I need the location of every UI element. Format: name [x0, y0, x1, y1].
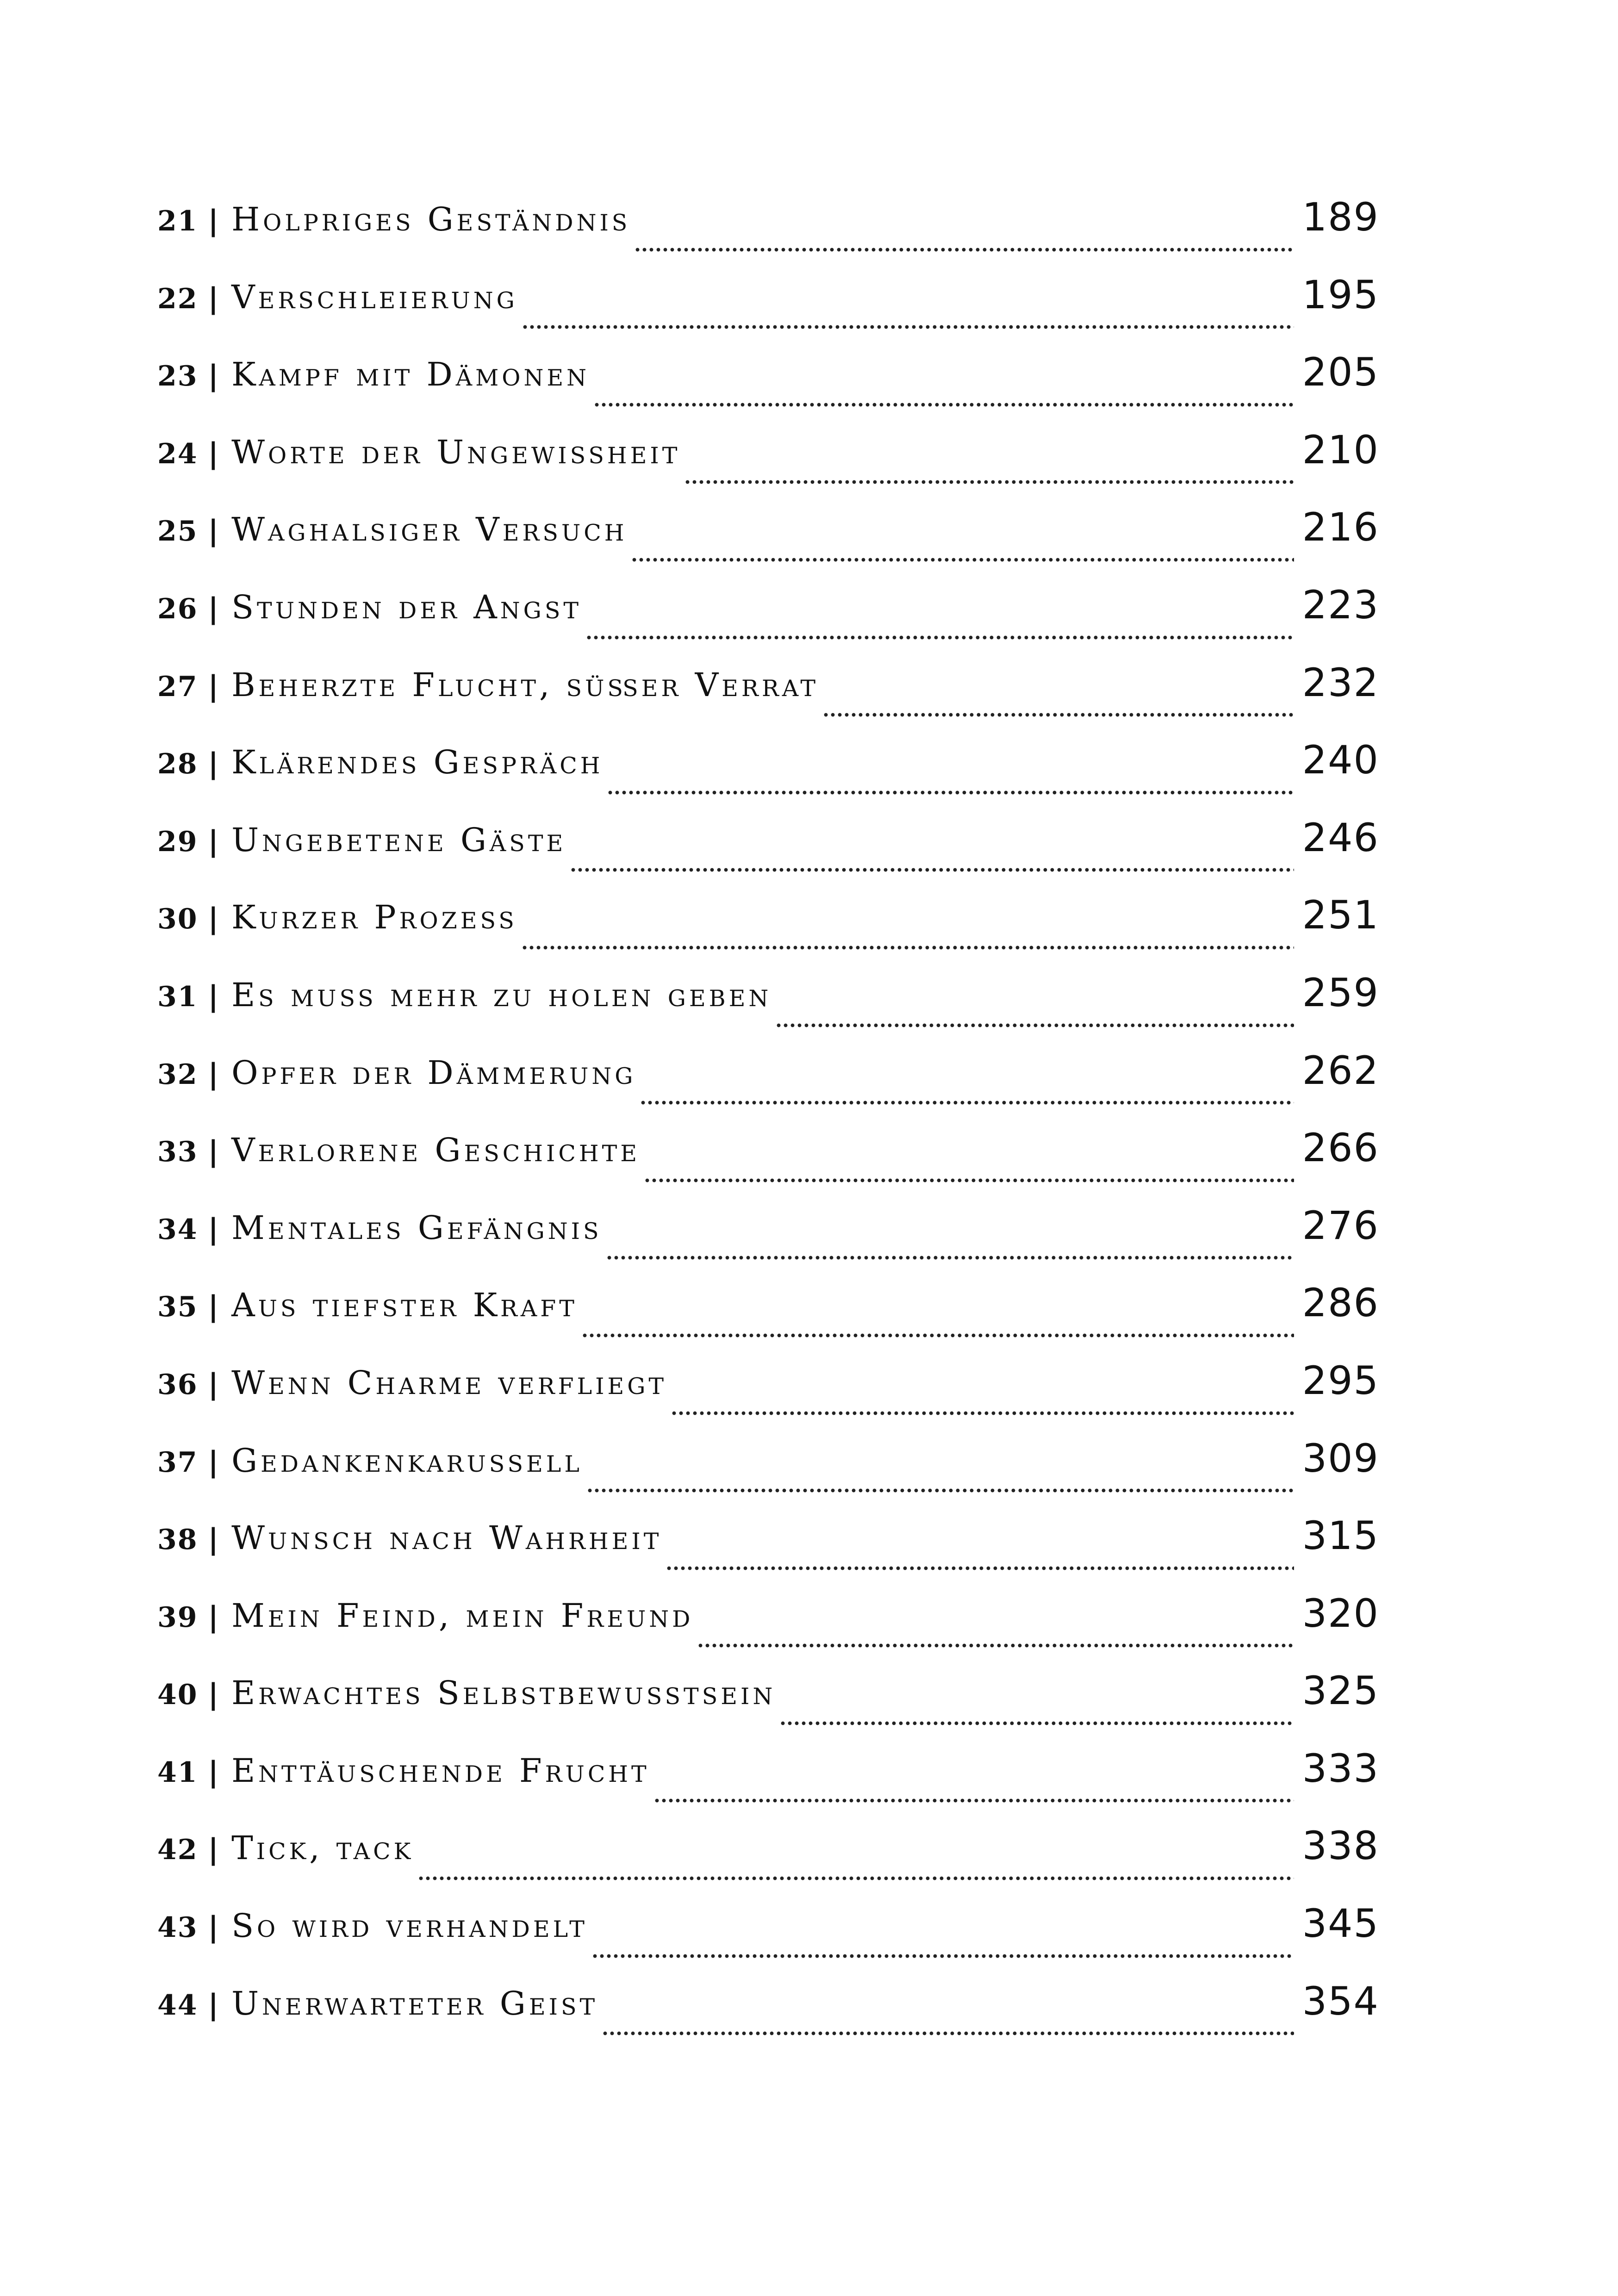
chapter-title: Mein Feind, mein Freund — [231, 1596, 694, 1635]
page-number: 189 — [1302, 194, 1379, 240]
chapter-number: 23 — [157, 360, 198, 393]
chapter-number: 40 — [157, 1679, 198, 1711]
dot-leader — [822, 713, 1294, 717]
toc-entry[interactable] — [157, 504, 1379, 582]
chapter-title: Enttäuschende Frucht — [231, 1751, 650, 1790]
separator: | — [208, 591, 219, 625]
chapter-number: 41 — [157, 1756, 198, 1789]
dot-leader — [586, 1488, 1294, 1493]
chapter-title: So wird verhandelt — [231, 1907, 588, 1945]
chapter-number: 35 — [157, 1291, 198, 1324]
dot-leader — [697, 1643, 1294, 1648]
separator: | — [208, 1289, 219, 1324]
separator: | — [208, 1910, 219, 1944]
separator: | — [208, 359, 219, 393]
chapter-title: Gedankenkarussell — [231, 1441, 583, 1480]
separator: | — [208, 436, 219, 470]
dot-leader — [644, 1178, 1294, 1182]
dot-leader — [775, 1023, 1294, 1027]
chapter-title: Verschleierung — [231, 278, 518, 316]
separator: | — [208, 281, 219, 315]
dot-leader — [602, 2031, 1294, 2035]
page-number: 345 — [1302, 1901, 1379, 1947]
chapter-number: 39 — [157, 1601, 198, 1634]
toc-entry[interactable] — [157, 582, 1379, 660]
dot-leader — [779, 1721, 1294, 1725]
page-number: 325 — [1302, 1668, 1379, 1714]
chapter-title: Wunsch nach Wahrheit — [231, 1519, 662, 1557]
separator: | — [208, 1677, 219, 1711]
chapter-number: 30 — [157, 903, 198, 936]
page-number: 195 — [1302, 272, 1379, 317]
chapter-number: 24 — [157, 437, 198, 470]
separator: | — [208, 902, 219, 936]
chapter-title: Waghalsiger Versuch — [231, 510, 628, 549]
toc-entry[interactable] — [157, 1746, 1379, 1823]
dot-leader — [684, 480, 1294, 484]
chapter-number: 27 — [157, 670, 198, 703]
table-of-contents — [157, 194, 1379, 2056]
separator: | — [208, 747, 219, 781]
toc-entry[interactable] — [157, 1979, 1379, 2056]
chapter-number: 38 — [157, 1524, 198, 1556]
separator: | — [208, 1599, 219, 1634]
page-number: 266 — [1302, 1125, 1379, 1171]
page-number: 333 — [1302, 1745, 1379, 1791]
dot-leader — [593, 403, 1294, 407]
toc-entry[interactable] — [157, 1823, 1379, 1901]
chapter-title: Aus tiefster Kraft — [231, 1286, 578, 1325]
toc-entry[interactable] — [157, 660, 1379, 738]
separator: | — [208, 669, 219, 703]
toc-entry[interactable] — [157, 194, 1379, 272]
toc-entry[interactable] — [157, 892, 1379, 970]
separator: | — [208, 1987, 219, 2022]
chapter-title: Erwachtes Selbstbewusstsein — [231, 1674, 776, 1712]
dot-leader — [521, 946, 1294, 950]
chapter-title: Opfer der Dämmerung — [231, 1053, 636, 1092]
chapter-title: Kampf mit Dämonen — [231, 355, 590, 394]
chapter-number: 33 — [157, 1136, 198, 1169]
chapter-number: 22 — [157, 282, 198, 315]
toc-entry[interactable] — [157, 1358, 1379, 1436]
toc-entry[interactable] — [157, 815, 1379, 893]
page-number: 315 — [1302, 1513, 1379, 1559]
toc-entry[interactable] — [157, 1048, 1379, 1126]
separator: | — [208, 1367, 219, 1401]
chapter-title: Worte der Ungewissheit — [231, 433, 681, 471]
page-number: 240 — [1302, 737, 1379, 783]
dot-leader — [522, 325, 1294, 329]
dot-leader — [671, 1411, 1294, 1415]
page-number: 309 — [1302, 1435, 1379, 1481]
page-number: 259 — [1302, 970, 1379, 1015]
dot-leader — [606, 1256, 1294, 1260]
page-number: 354 — [1302, 1978, 1379, 2024]
chapter-number: 29 — [157, 825, 198, 858]
separator: | — [208, 514, 219, 548]
dot-leader — [570, 868, 1294, 872]
toc-entry[interactable] — [157, 1436, 1379, 1513]
separator: | — [208, 1134, 219, 1169]
page-number: 246 — [1302, 815, 1379, 860]
toc-entry[interactable] — [157, 1125, 1379, 1203]
chapter-title: Verlorene Geschichte — [231, 1131, 641, 1170]
dot-leader — [417, 1876, 1294, 1880]
chapter-number: 31 — [157, 980, 198, 1013]
toc-entry[interactable] — [157, 349, 1379, 427]
chapter-number: 42 — [157, 1834, 198, 1867]
toc-entry[interactable] — [157, 1513, 1379, 1591]
separator: | — [208, 824, 219, 858]
chapter-number: 44 — [157, 1989, 198, 2022]
page-number: 216 — [1302, 504, 1379, 550]
dot-leader — [666, 1566, 1294, 1570]
dot-leader — [640, 1101, 1294, 1105]
separator: | — [208, 1212, 219, 1246]
toc-entry[interactable] — [157, 1591, 1379, 1668]
separator: | — [208, 1755, 219, 1789]
toc-entry[interactable] — [157, 970, 1379, 1048]
toc-entry[interactable] — [157, 272, 1379, 350]
chapter-number: 25 — [157, 515, 198, 548]
page-number: 276 — [1302, 1202, 1379, 1248]
toc-entry[interactable] — [157, 1901, 1379, 1979]
chapter-number: 21 — [157, 205, 198, 237]
toc-entry[interactable] — [157, 1280, 1379, 1358]
chapter-title: Mentales Gefängnis — [231, 1208, 602, 1247]
chapter-number: 43 — [157, 1911, 198, 1944]
page-number: 210 — [1302, 427, 1379, 473]
dot-leader — [607, 790, 1294, 795]
toc-entry[interactable] — [157, 737, 1379, 815]
chapter-title: Wenn Charme verfliegt — [231, 1363, 667, 1402]
chapter-title: Ungebetene Gäste — [231, 821, 566, 859]
page-number: 232 — [1302, 660, 1379, 705]
toc-entry[interactable] — [157, 1203, 1379, 1281]
dot-leader — [585, 635, 1294, 640]
chapter-number: 37 — [157, 1446, 198, 1479]
dot-leader — [631, 558, 1294, 562]
chapter-title: Tick, tack — [231, 1829, 414, 1867]
page-number: 205 — [1302, 349, 1379, 395]
dot-leader — [581, 1333, 1294, 1338]
page-number: 251 — [1302, 892, 1379, 938]
chapter-number: 34 — [157, 1213, 198, 1246]
separator: | — [208, 1057, 219, 1091]
separator: | — [208, 1522, 219, 1556]
page-number: 295 — [1302, 1357, 1379, 1403]
chapter-title: Es muss mehr zu holen geben — [231, 976, 772, 1014]
separator: | — [208, 979, 219, 1013]
chapter-number: 36 — [157, 1368, 198, 1401]
chapter-number: 28 — [157, 748, 198, 781]
separator: | — [208, 204, 219, 237]
dot-leader — [653, 1798, 1294, 1803]
toc-entry[interactable] — [157, 1668, 1379, 1746]
dot-leader — [591, 1954, 1294, 1958]
page-number: 338 — [1302, 1823, 1379, 1869]
page-number: 262 — [1302, 1047, 1379, 1093]
page-number: 320 — [1302, 1590, 1379, 1636]
page-number: 286 — [1302, 1280, 1379, 1326]
chapter-number: 32 — [157, 1058, 198, 1091]
page-number: 223 — [1302, 582, 1379, 628]
chapter-title: Kurzer Prozess — [231, 898, 517, 937]
chapter-title: Holpriges Geständnis — [231, 200, 631, 238]
separator: | — [208, 1444, 219, 1479]
chapter-number: 26 — [157, 592, 198, 625]
chapter-title: Klärendes Gespräch — [231, 743, 604, 782]
chapter-title: Beherzte Flucht, süßer Verrat — [231, 666, 819, 704]
chapter-title: Stunden der Angst — [231, 588, 582, 626]
dot-leader — [634, 248, 1294, 252]
separator: | — [208, 1832, 219, 1867]
toc-entry[interactable] — [157, 427, 1379, 505]
chapter-title: Unerwarteter Geist — [231, 1984, 598, 2022]
